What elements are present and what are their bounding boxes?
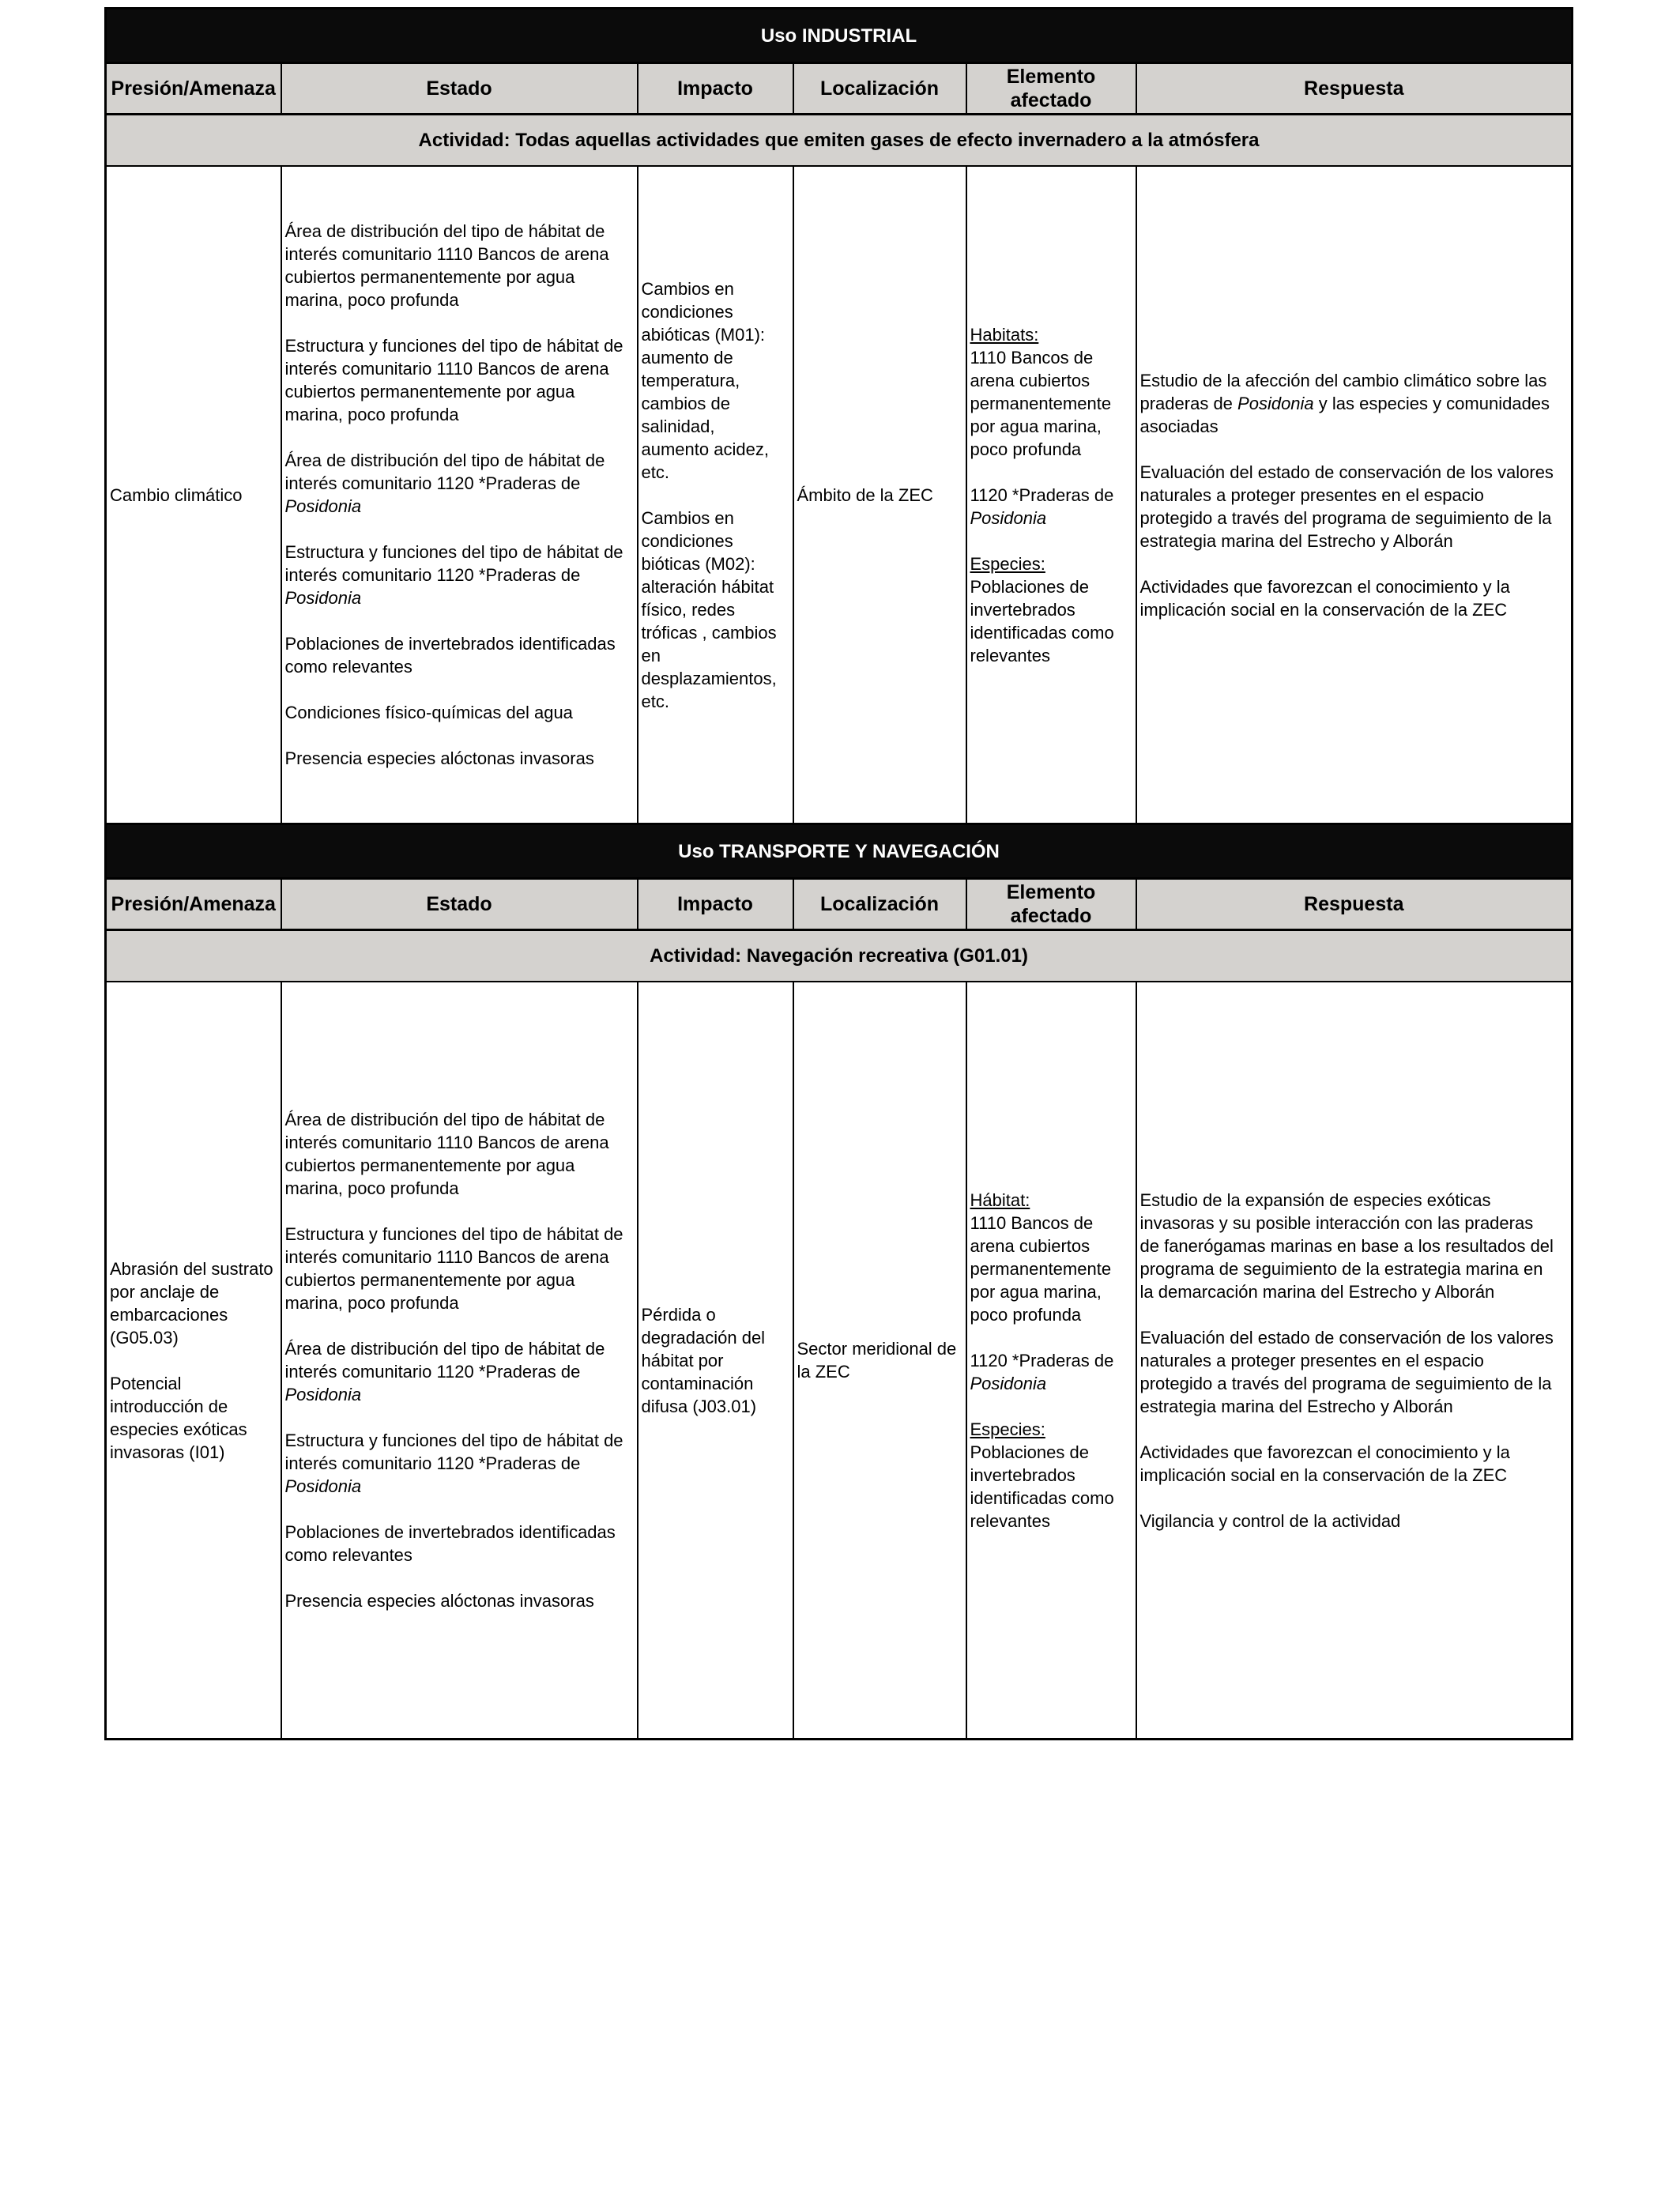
cell-respuesta [1136,982,1573,1740]
posidonia-italic: Posidonia [284,1385,362,1404]
cell-estado [281,982,638,1740]
estado-item: Área de distribución del tipo de hábitat de interés comunitario 1120 *Praderas de Posidonia [284,450,605,516]
header-elemento: Elemento afectado [966,879,1136,930]
header-presion: Presión/Amenaza [106,879,281,930]
estado-item: Poblaciones de invertebrados identificadas como relevantes [284,1522,616,1565]
cell-impacto [638,166,793,824]
respuesta-item: Vigilancia y control de la actividad [1139,1510,1401,1531]
estado-item: Área de distribución del tipo de hábitat de interés comunitario 1110 Bancos de arena cubiertos permanentemente por agua marina, poco profunda [284,221,609,310]
respuesta-item: Evaluación del estado de conservación de los valores naturales a proteger presentes en el espacio protegido a través del programa de seguimiento de la estrategia marina del Estrecho y Alborán [1139,1327,1554,1416]
header-respuesta: Respuesta [1136,879,1573,930]
elemento-habitat: Habitats: 1110 Bancos de arena cubiertos permanentemente por agua marina, poco profunda [970,324,1112,459]
posidonia-italic: Posidonia [970,507,1047,528]
activity-row [106,930,1573,982]
presion-text: Cambio climático [110,484,243,505]
header-estado: Estado [281,63,638,115]
localizacion-text: Ámbito de la ZEC [797,484,933,505]
cell-localizacion [793,982,966,1740]
localizacion-text: Sector meridional de la ZEC [797,1339,957,1382]
presion-item: Potencial introducción de especies exóticas invasoras (I01) [110,1373,247,1462]
estado-item: Estructura y funciones del tipo de hábitat de interés comunitario 1110 Bancos de arena cubiertos permanentemente por agua marina, poco profunda [284,336,623,424]
header-localizacion: Localización [793,63,966,115]
estado-item: Estructura y funciones del tipo de hábitat de interés comunitario 1120 *Praderas de Posidonia [284,542,623,608]
impacto-item: Cambios en condiciones abióticas (M01): aumento de temperatura, cambios de salinidad, aumento acidez, etc. [641,278,769,482]
column-header-row [106,63,1573,115]
header-respuesta: Respuesta [1136,63,1573,115]
section-title: Uso INDUSTRIAL [106,9,1573,63]
section-title-row [106,824,1573,879]
cell-respuesta [1136,166,1573,824]
content-row [106,982,1573,1740]
impacto-text: Pérdida o degradación del hábitat por contaminación difusa (J03.01) [641,1304,766,1416]
elemento-habitat2: 1120 *Praderas de Posidonia [970,1350,1114,1393]
cell-presion [106,982,281,1740]
activity-row [106,115,1573,167]
estado-item: Presencia especies alóctonas invasoras [284,748,594,768]
habitat-label: Habitats: [970,324,1039,345]
elemento-habitat: Hábitat: 1110 Bancos de arena cubiertos permanentemente por agua marina, poco profunda [970,1189,1112,1325]
elemento-especies: Especies: Poblaciones de invertebrados identificadas como relevantes [970,553,1114,665]
elemento-habitat2: 1120 *Praderas de Posidonia [970,484,1114,528]
estado-item: Estructura y funciones del tipo de hábitat de interés comunitario 1110 Bancos de arena cubiertos permanentemente por agua marina, poco profunda [284,1224,623,1313]
posidonia-italic: Posidonia [284,588,362,608]
posidonia-italic: Posidonia [970,1373,1047,1393]
estado-item: Área de distribución del tipo de hábitat de interés comunitario 1120 *Praderas de Posidonia [284,1339,605,1404]
respuesta-item: Estudio de la expansión de especies exóticas invasoras y su posible interacción con las praderas de fanerógamas marinas en base a los resultados del programa de seguimiento de la estrategia marina en la demarcación marina del Estrecho y Alborán [1139,1189,1554,1302]
cell-estado [281,166,638,824]
elemento-especies: Especies: Poblaciones de invertebrados identificadas como relevantes [970,1419,1114,1531]
header-estado: Estado [281,879,638,930]
activity-label: Actividad: Todas aquellas actividades que emiten gases de efecto invernadero a la atmósfera [106,115,1573,167]
habitat-label: Hábitat: [970,1189,1030,1210]
respuesta-item: Evaluación del estado de conservación de los valores naturales a proteger presentes en el espacio protegido a través del programa de seguimiento de la estrategia marina del Estrecho y Alborán [1139,462,1554,551]
posidonia-italic: Posidonia [1237,393,1314,413]
respuesta-item: Actividades que favorezcan el conocimiento y la implicación social en la conservación de la ZEC [1139,1442,1510,1485]
section-title-row [106,9,1573,63]
posidonia-italic: Posidonia [284,496,362,516]
respuesta-item: Estudio de la afección del cambio climático sobre las praderas de Posidonia y las especies y comunidades asociadas [1139,370,1550,436]
cell-impacto [638,982,793,1740]
header-localizacion: Localización [793,879,966,930]
estado-item: Poblaciones de invertebrados identificadas como relevantes [284,634,616,677]
cell-localizacion [793,166,966,824]
header-impacto: Impacto [638,879,793,930]
estado-item: Condiciones físico-químicas del agua [284,703,573,722]
presion-item: Abrasión del sustrato por anclaje de embarcaciones (G05.03) [110,1258,273,1348]
estado-item: Estructura y funciones del tipo de hábitat de interés comunitario 1120 *Praderas de Posidonia [284,1431,623,1496]
cell-elemento [966,166,1136,824]
especies-label: Especies: [970,1419,1045,1439]
column-header-row [106,879,1573,930]
impacto-item: Cambios en condiciones bióticas (M02): alteración hábitat físico, redes tróficas , cambios en desplazamientos, etc. [641,507,777,711]
posidonia-italic: Posidonia [284,1476,362,1496]
header-elemento: Elemento afectado [966,63,1136,115]
content-row [106,166,1573,824]
activity-label: Actividad: Navegación recreativa (G01.01) [106,930,1573,982]
header-presion: Presión/Amenaza [106,63,281,115]
respuesta-item: Actividades que favorezcan el conocimiento y la implicación social en la conservación de la ZEC [1139,576,1510,620]
estado-item: Área de distribución del tipo de hábitat de interés comunitario 1110 Bancos de arena cubiertos permanentemente por agua marina, poco profunda [284,1110,609,1198]
pressure-threat-table [104,7,1573,1740]
header-impacto: Impacto [638,63,793,115]
section-title: Uso TRANSPORTE Y NAVEGACIÓN [106,824,1573,879]
estado-item: Presencia especies alóctonas invasoras [284,1591,594,1611]
especies-label: Especies: [970,553,1045,574]
cell-presion [106,166,281,824]
cell-elemento [966,982,1136,1740]
